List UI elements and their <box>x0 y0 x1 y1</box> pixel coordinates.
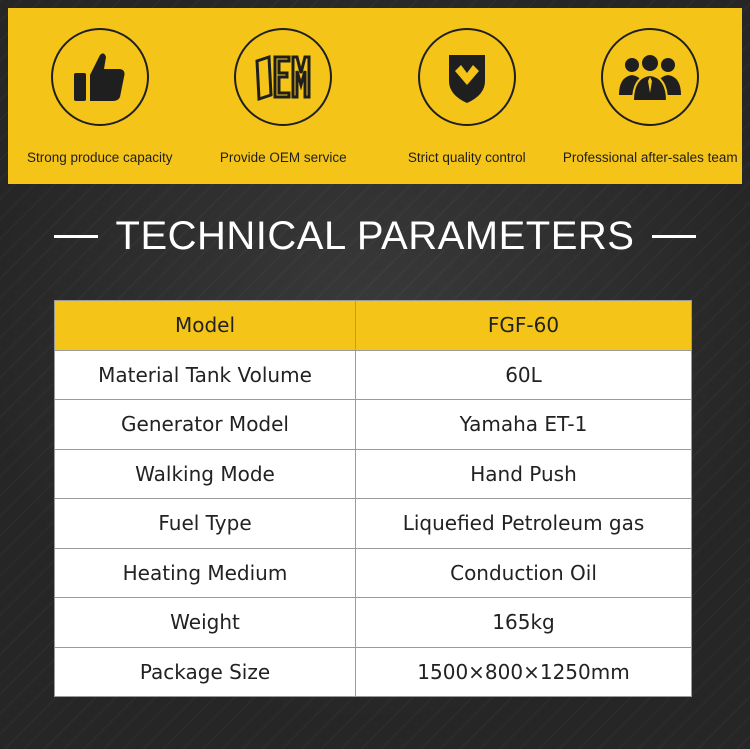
feature-banner <box>8 8 742 184</box>
table-cell-label: Generator Model <box>55 400 356 450</box>
feature-label: Provide OEM service <box>219 150 347 165</box>
table-cell-label: Package Size <box>55 647 356 697</box>
table-row <box>55 548 692 598</box>
table-cell-label: Model <box>55 301 356 351</box>
heading-text: TECHNICAL PARAMETERS <box>115 214 635 258</box>
feature-oem <box>193 28 373 165</box>
thumbs-up-icon <box>51 28 149 126</box>
table-cell-label: Heating Medium <box>55 548 356 598</box>
table-cell-value: 1500×800×1250mm <box>356 647 692 697</box>
feature-label: Professional after-sales team <box>562 150 738 165</box>
feature-label: Strict quality control <box>407 150 526 165</box>
shield-icon <box>418 28 516 126</box>
oem-icon <box>234 28 332 126</box>
feature-label: Strong produce capacity <box>26 150 173 165</box>
table-row <box>55 598 692 648</box>
table-cell-value: Conduction Oil <box>356 548 692 598</box>
table-row <box>55 400 692 450</box>
table-cell-label: Weight <box>55 598 356 648</box>
table-cell-value: 60L <box>356 350 692 400</box>
table-header-row <box>55 301 692 351</box>
table-row <box>55 449 692 499</box>
feature-quality <box>377 28 557 165</box>
table-cell-label: Walking Mode <box>55 449 356 499</box>
table-cell-value: FGF-60 <box>356 301 692 351</box>
table-cell-value: 165kg <box>356 598 692 648</box>
table-cell-label: Material Tank Volume <box>55 350 356 400</box>
heading-dash-left <box>54 235 98 238</box>
feature-team <box>560 28 740 165</box>
section-heading <box>0 214 750 259</box>
parameters-table <box>54 300 692 697</box>
team-icon <box>601 28 699 126</box>
table-cell-label: Fuel Type <box>55 499 356 549</box>
table-cell-value: Hand Push <box>356 449 692 499</box>
table-cell-value: Liquefied Petroleum gas <box>356 499 692 549</box>
heading-dash-right <box>652 235 696 238</box>
feature-production <box>10 28 190 165</box>
table-row <box>55 499 692 549</box>
table-row <box>55 647 692 697</box>
table-row <box>55 350 692 400</box>
table-cell-value: Yamaha ET-1 <box>356 400 692 450</box>
